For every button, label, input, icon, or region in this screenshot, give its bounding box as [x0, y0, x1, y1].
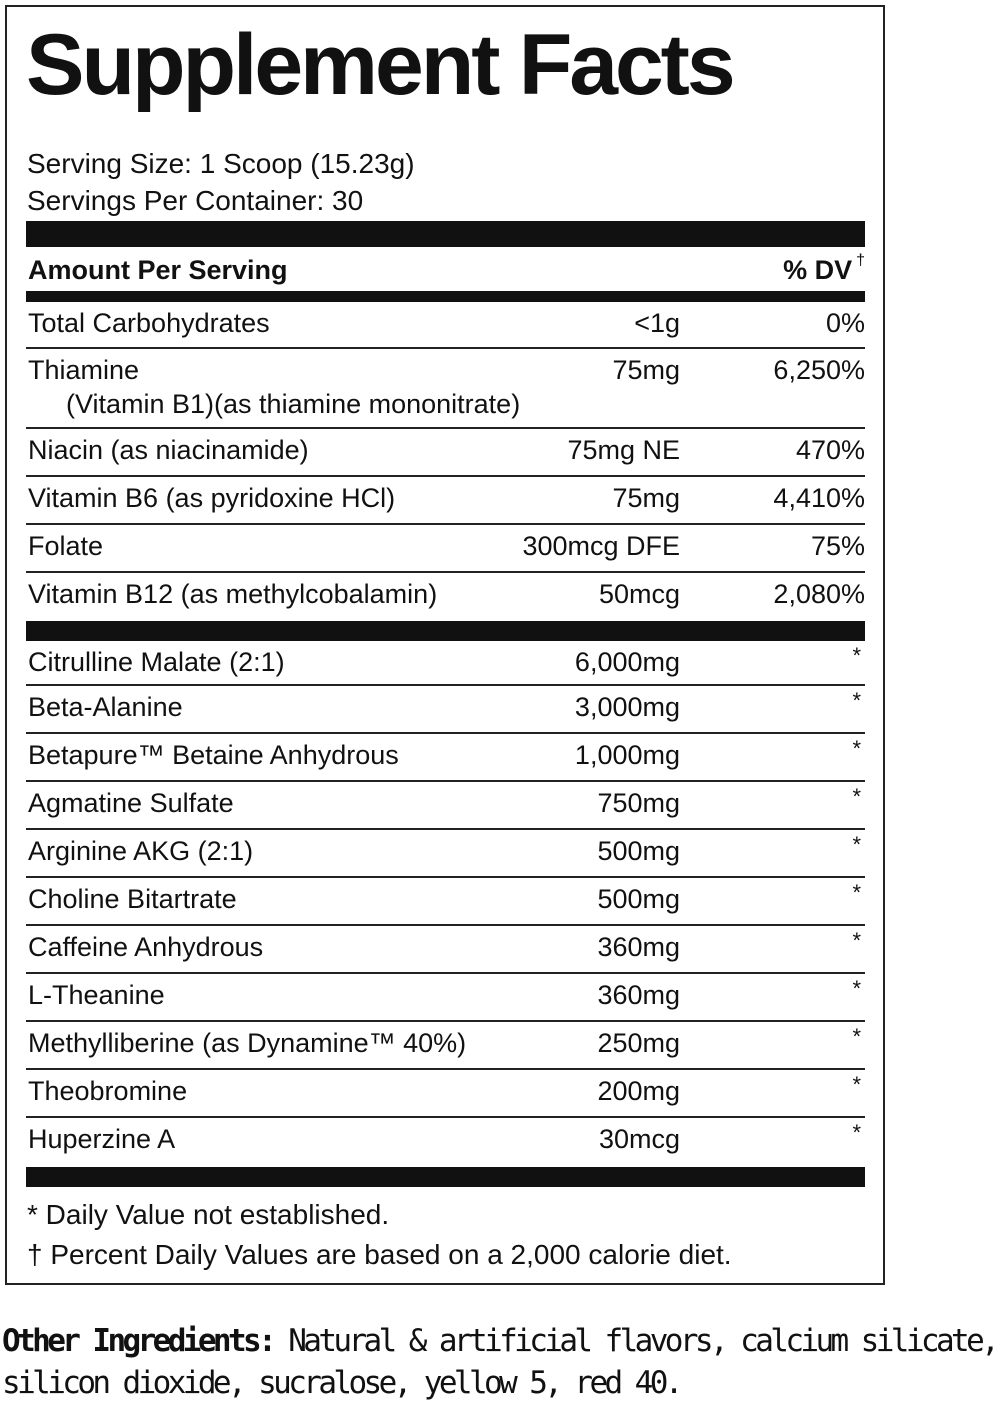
medium-divider: [26, 291, 865, 302]
supplement-facts-panel: [5, 5, 885, 1285]
footnote-percent-dv: † Percent Daily Values are based on a 2,000 calorie diet.: [27, 1239, 732, 1270]
other-ingredients: [2, 1320, 996, 1404]
table-row: Niacin (as niacinamide) 75mg NE 470%: [26, 429, 865, 477]
table-row: Beta-Alanine 3,000mg *: [26, 686, 865, 734]
dagger-mark: †: [856, 252, 865, 269]
footnote-daily-value: * Daily Value not established.: [27, 1199, 390, 1230]
table-row: Vitamin B6 (as pyridoxine HCl) 75mg 4,410%: [26, 477, 865, 525]
serving-size: Serving Size: 1 Scoop (15.23g): [27, 148, 415, 179]
table-row: Methylliberine (as Dynamine™ 40%) 250mg *: [26, 1022, 865, 1070]
table-row: Choline Bitartrate 500mg *: [26, 878, 865, 926]
thick-divider: [26, 221, 865, 247]
amount-per-serving-label: Amount Per Serving: [28, 255, 288, 285]
thick-divider: [26, 621, 865, 641]
servings-per-container: Servings Per Container: 30: [27, 185, 364, 216]
table-row: Caffeine Anhydrous 360mg *: [26, 926, 865, 974]
table-row: Huperzine A 30mcg *: [28, 1120, 861, 1154]
table-row: Arginine AKG (2:1) 500mg *: [26, 830, 865, 878]
panel-title: Supplement Facts: [26, 17, 733, 113]
table-row: Total Carbohydrates <1g 0%: [26, 302, 865, 349]
table-header: [26, 250, 865, 290]
other-ingredients-line-2: silicon dioxide, sucralose, yellow 5, red 40.: [2, 1365, 680, 1401]
dv-header: % DV †: [783, 252, 865, 285]
table-row: Vitamin B12 (as methylcobalamin) 50mcg 2,080%: [28, 579, 865, 609]
table-row: Theobromine 200mg *: [26, 1070, 865, 1118]
table-row: Citrulline Malate (2:1) 6,000mg *: [26, 641, 865, 686]
table-row: Agmatine Sulfate 750mg *: [26, 782, 865, 830]
table-row: L-Theanine 360mg *: [26, 974, 865, 1022]
thick-divider: [26, 1167, 865, 1187]
other-ingredients-line-1: Other Ingredients: Natural & artificial flavors, calcium silicate,: [2, 1323, 996, 1359]
table-row: Betapure™ Betaine Anhydrous 1,000mg *: [26, 734, 865, 782]
other-ingredients-label: Other Ingredients:: [2, 1323, 274, 1359]
table-row: Thiamine (Vitamin B1)(as thiamine mononitrate) 75mg 6,250%: [26, 349, 865, 429]
table-row: Folate 300mcg DFE 75%: [26, 525, 865, 573]
